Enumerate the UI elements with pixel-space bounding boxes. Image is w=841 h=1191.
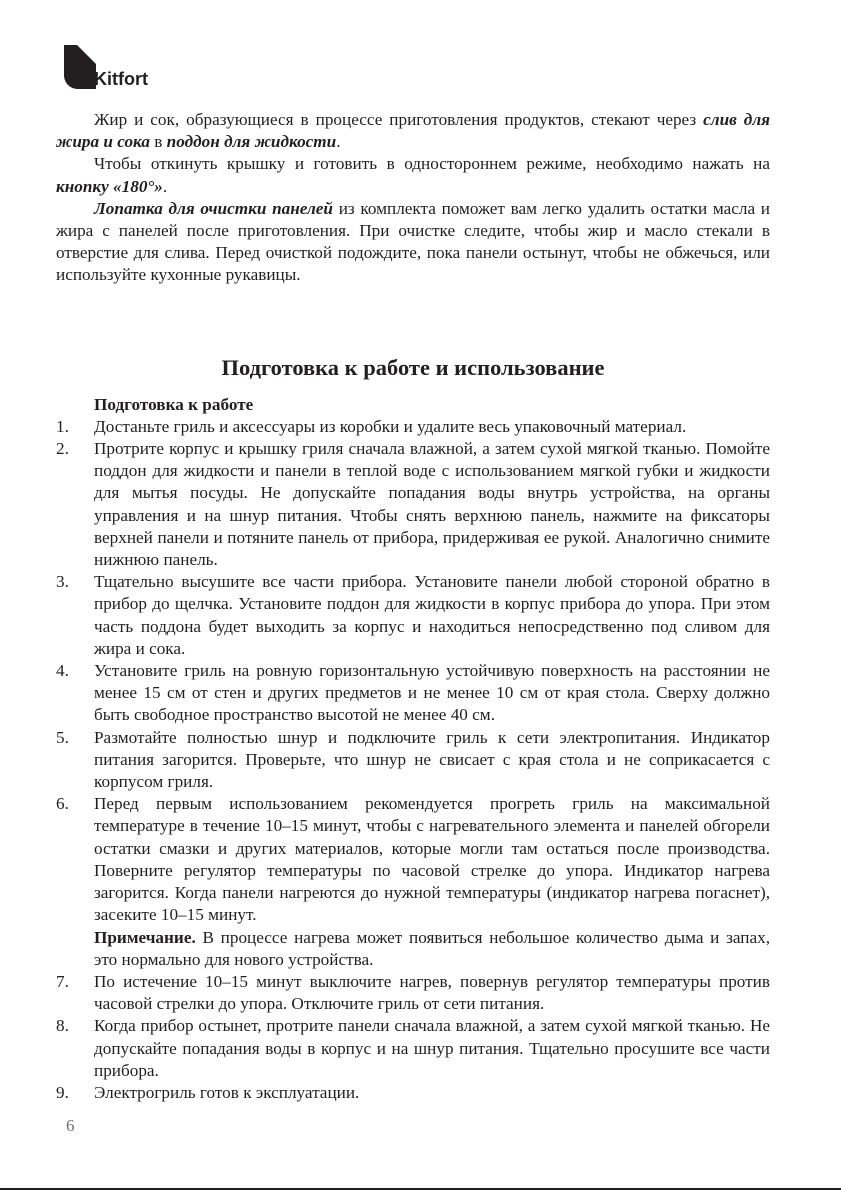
item-number: 6. — [56, 794, 69, 814]
item-text: По истечение 10–15 минут выключите нагрев, повернув регулятор температуры против часовой стрелки до упора. Отключите гриль от сети питания. — [94, 971, 770, 1014]
list-item — [56, 971, 770, 1015]
note-text: В процессе нагрева может появиться небольшое количество дыма и запах, это нормально для нового устройства. — [94, 927, 770, 969]
intro-paragraph-1: Жир и сок, образующиеся в процессе приготовления продуктов, стекают через слив для жира и сока в поддон для жидкости. — [56, 110, 771, 152]
document-body — [56, 109, 770, 1104]
page-number: 6 — [66, 1116, 75, 1135]
item-text: Достаньте гриль и аксессуары из коробки и удалите весь упаковочный материал. — [94, 416, 687, 436]
emphasis-scraper: Лопатка для очистки панелей — [94, 198, 333, 218]
emphasis-button-180: кнопку «180°» — [56, 176, 163, 196]
list-item — [56, 1015, 770, 1082]
intro-paragraph-3: Лопатка для очистки панелей из комплекта поможет вам легко удалить остатки масла и жира с панелей после приготовления. При очистке следите, чтобы жир и масло стекали в отверстие для слива. Перед очисткой подождите, пока панели остынут, чтобы не обжечься, или используйте кухонные рукавицы. — [56, 198, 770, 285]
bottom-rule — [0, 1188, 841, 1190]
list-item — [56, 660, 770, 727]
brand-logo — [64, 43, 148, 89]
steps-list — [56, 416, 770, 1104]
item-text: Когда прибор остынет, протрите панели сначала влажной, а затем сухой мягкой тканью. Не допускайте попадания воды в корпус и на шнур питания. Тщательно просушите все части прибора. — [94, 1016, 770, 1080]
emphasis-drain: слив для жира и сока — [56, 110, 771, 152]
item-number: 5. — [56, 727, 69, 747]
list-item — [56, 416, 770, 438]
list-item — [56, 438, 770, 571]
note-label: Примечание. — [94, 927, 196, 947]
emphasis-tray: поддон для жидкости — [166, 132, 337, 152]
item-text: Электрогриль готов к эксплуатации. — [94, 1082, 360, 1102]
item-number: 3. — [56, 572, 69, 592]
item-number: 2. — [56, 439, 69, 459]
list-item — [56, 1082, 770, 1104]
item-text: Установите гриль на ровную горизонтальную устойчивую поверхность на расстоянии не менее 15 см от стен и других предметов и не менее 10 см от края стола. Сверху должно быть свободное пространство высотой не менее 40 см. — [94, 661, 770, 725]
section-heading: Подготовка к работе и использование — [221, 354, 605, 380]
item-number: 1. — [56, 416, 69, 436]
item-number: 9. — [56, 1082, 69, 1102]
item-text: Перед первым использованием рекомендуется прогреть гриль на максимальной температуре в течение 10–15 минут, чтобы с нагревательного элемента и панелей обгорели остатки смазки и других материалов, которые могли там остаться после производства. Поверните регулятор температуры по часовой стрелке до упора. Индикатор нагрева загорится. Когда панели нагреются до нужной температуры (индикатор нагрева погаснет), засеките 10–15 минут. — [94, 794, 770, 925]
kitfort-logo-icon — [64, 45, 96, 89]
item-text: Тщательно высушите все части прибора. Установите панели любой стороной обратно в прибор до щелчка. Установите поддон для жидкости в корпус прибора до упора. При этом часть поддона будет выходить за корпус и находиться непосредственно под сливом для жира и сока. — [94, 572, 770, 658]
note-paragraph — [56, 927, 770, 971]
subsection-heading: Подготовка к работе — [94, 394, 254, 414]
brand-name: Kitfort — [94, 69, 148, 89]
list-item — [56, 571, 770, 660]
list-item — [56, 727, 770, 794]
item-number: 7. — [56, 971, 69, 991]
intro-paragraph-2: Чтобы откинуть крышку и готовить в одностороннем режиме, необходимо нажать на кнопку «180°». — [56, 154, 770, 196]
item-number: 4. — [56, 661, 69, 681]
item-number: 8. — [56, 1016, 69, 1036]
list-item — [56, 793, 770, 926]
item-text: Размотайте полностью шнур и подключите гриль к сети электропитания. Индикатор питания загорится. Проверьте, что шнур не свисает с края стола и не соприкасается с корпусом гриля. — [94, 727, 770, 792]
item-text: Протрите корпус и крышку гриля сначала влажной, а затем сухой мягкой тканью. Помойте поддон для жидкости и панели в теплой воде с использованием мягкой губки и жидкости для мытья посуды. Не допускайте попадания воды внутрь устройства, на органы управления и на шнур питания. Чтобы снять верхнюю панель, нажмите на фиксаторы верхней панели и потяните панель от прибора, придерживая ее рукой. Аналогично снимите нижнюю панель. — [94, 439, 770, 570]
